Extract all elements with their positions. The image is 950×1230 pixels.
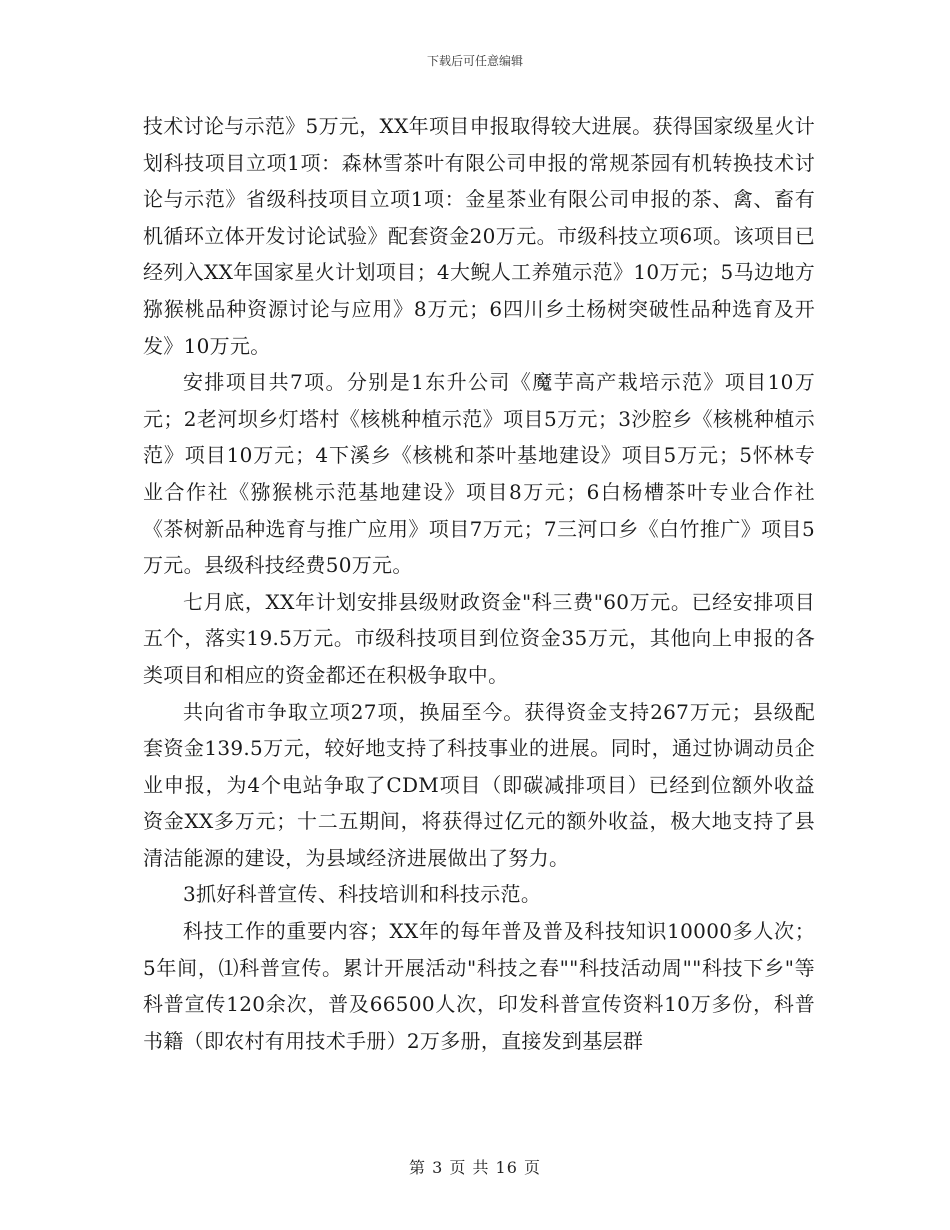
paragraph-4: 共向省市争取立项27项，换届至今。获得资金支持267万元；县级配套资金139.5万元，较好地支持了科技事业的进展。同时，通过协调动员企业申报，为4个电站争取了CDM项目（即碳减排项目）已经到位额外收益资金XX多万元；十二五期间，将获得过亿元的额外收益，极大地支持了县清洁能源的建设，为县域经济进展做出了努力。 [143,699,815,870]
paragraph-1: 技术讨论与示范》5万元，XX年项目申报取得较大进展。获得国家级星火计划科技项目立项1项：森林雪茶叶有限公司申报的常规茶园有机转换技术讨论与示范》省级科技项目立项1项：金星茶业有限公司申报的茶、禽、畜有机循环立体开发讨论试验》配套资金20万元。市级科技立项6项。该项目已经列入XX年国家星火计划项目；4大鲵人工养殖示范》10万元；5马边地方猕猴桃品种资源讨论与应用》8万元；6四川乡土杨树突破性品种选育及开发》10万元。 [143,114,815,358]
page-header-note: 下载后可任意编辑 [426,54,523,68]
section-heading: 3抓好科普宣传、科技培训和科技示范。 [183,882,542,907]
paragraph-5: 科技工作的重要内容；XX年的每年普及普及科技知识10000多人次；5年间，⑴科普宣传。累计开展活动"科技之春""科技活动周""科技下乡"等科普宣传120余次，普及66500人次，印发科普宣传资料10万多份，科普书籍（即农村有用技术手册）2万多册，直接发到基层群 [143,919,815,1053]
page-number: 第 3 页 共 16 页 [409,1158,541,1177]
paragraph-2: 安排项目共7项。分别是1东升公司《魔芋高产栽培示范》项目10万元；2老河坝乡灯塔村《核桃种植示范》项目5万元；3沙腔乡《核桃种植示范》项目10万元；4下溪乡《核桃和茶叶基地建设》项目5万元；5怀林专业合作社《猕猴桃示范基地建设》项目8万元；6白杨槽茶叶专业合作社《茶树新品种选育与推广应用》项目7万元；7三河口乡《白竹推广》项目5万元。县级科技经费50万元。 [143,370,815,578]
paragraph-3: 七月底，XX年计划安排县级财政资金"科三费"60万元。已经安排项目五个，落实19.5万元。市级科技项目到位资金35万元，其他向上申报的各类项目和相应的资金都还在积极争取中。 [143,589,815,687]
document-body [143,108,815,1059]
